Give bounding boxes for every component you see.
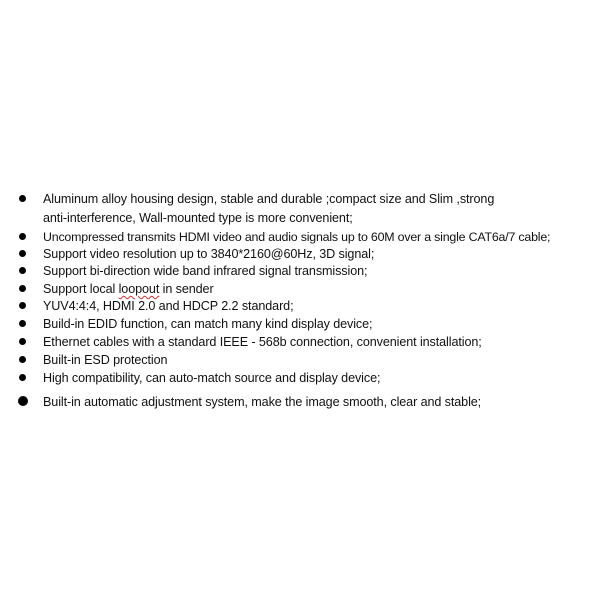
list-item-text: Uncompressed transmits HDMI video and audio signals up to 60M over a single CAT6a/7 cable; (43, 230, 551, 244)
list-item-text: anti-interference, Wall-mounted type is more convenient; (43, 211, 353, 225)
list-item-text: Built-in automatic adjustment system, make the image smooth, clear and stable; (43, 395, 482, 409)
list-item-text: Aluminum alloy housing design, stable and durable ;compact size and Slim ,strong (43, 192, 495, 206)
bullet-icon (19, 374, 26, 381)
bullet-icon (19, 250, 26, 257)
list-item-text: Built-in ESD protection (43, 353, 168, 367)
bullet-icon (19, 285, 26, 292)
bullet-icon (19, 356, 26, 363)
list-item-text-prefix: Support local (43, 282, 119, 296)
list-item-text: Build-in EDID function, can match many kind display device; (43, 317, 373, 331)
bullet-icon (19, 195, 26, 202)
bullet-icon (19, 302, 26, 309)
bullet-icon (19, 267, 26, 274)
list-item-text: Support bi-direction wide band infrared signal transmission; (43, 264, 368, 278)
spellcheck-underlined-word: loopout (118, 282, 160, 296)
list-item-text: Support video resolution up to 3840*2160@60Hz, 3D signal; (43, 247, 375, 261)
list-item-text: YUV4:4:4, HDMI 2.0 and HDCP 2.2 standard; (43, 299, 294, 313)
list-item-text: High compatibility, can auto-match source and display device; (43, 371, 381, 385)
list-item-text-suffix: in sender (159, 282, 214, 296)
list-item-text: Ethernet cables with a standard IEEE - 568b connection, convenient installation; (43, 335, 482, 349)
list-item-text (43, 280, 599, 298)
bullet-icon (18, 396, 28, 406)
bullet-icon (19, 233, 26, 240)
bullet-icon (19, 338, 26, 345)
bullet-icon (19, 320, 26, 327)
